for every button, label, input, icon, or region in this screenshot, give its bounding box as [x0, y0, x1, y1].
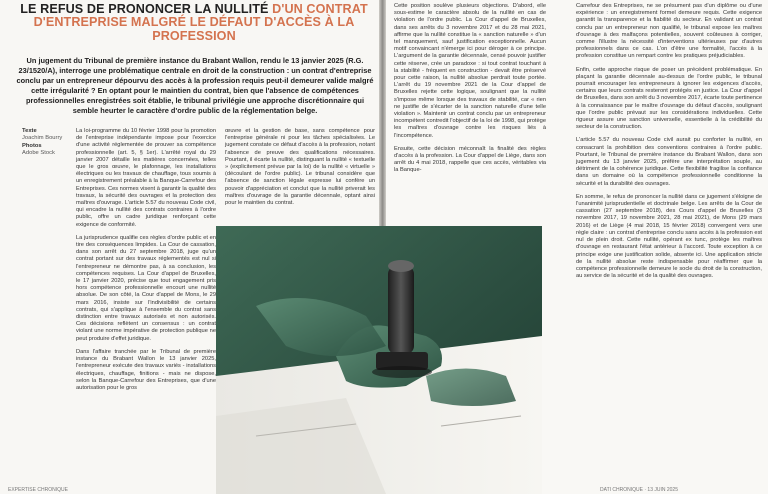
- title-line2-accent: D'ENTREPRISE MALGRÉ LE DÉFAUT D'ACCÈS À LA: [33, 15, 355, 30]
- paragraph: Dans l'affaire tranchée par le Tribunal de première instance du Brabant Wallon le 13 janvier 2025, l'entrepreneur exécute des travaux variés - installations électriques, chauffage, finitions - mais ne dispose, selon la Banque-Carrefour des Entreprises, que d'une autorisation pour le gros: [76, 348, 216, 391]
- credits: [22, 128, 68, 157]
- photo-credit-label: Photos: [22, 142, 42, 149]
- paragraph: La loi-programme du 10 février 1998 pour la promotion de l'entreprise indépendante impose pour l'exercice d'une activité réglementée de prouver sa compétence professionnelle (art. 5, § 1er). L'arrêté royal du 29 janvier 2007 détaille les matières concernées, telles que le gros œuvre, le plafonnage, les installations électriques ou les travaux de chauffage, tous soumis à un enregistrement préalable à la Banque-Carrefour des Entreprises. Ces normes visent à garantir la qualité des travaux, la sécurité des ouvrages et la protection des maîtres d'ouvrage. L'article 5.57 du nouveau Code civil, qui encadre la nullité des contrats contraires à l'ordre public, offre un cadre juridique renforçant cette exigence de conformité.: [76, 128, 216, 228]
- title-line1-accent: D'UN CONTRAT: [272, 2, 368, 16]
- photo-credit-source: Adobe Stock: [22, 149, 55, 156]
- article-title: [14, 3, 374, 43]
- title-line1-dark: LE REFUS DE PRONONCER LA NULLITÉ: [20, 2, 273, 16]
- paragraph: La jurisprudence qualifie ces règles d'ordre public et en tire des conséquences limpides. La Cour de cassation, dans son arrêt du 27 septembre 2018, juge qu'un contrat portant sur des travaux réglementés est nul si l'entrepreneur ne démontre pas, à sa conclusion, les compétences requises. La Cour d'appel de Bruxelles, le 17 janvier 2020, précise que tout engagement pris hors compétence professionnelle encourt une nullité absolue. De son côté, la Cour d'appel de Mons, le 29 mars 2016, insiste sur l'indivisibilité de certains contrats, qui s'applique à l'ensemble du contrat sans distinction entre travaux autorisés et non autorisés. Ces décisions reflètent un consensus : un contrat violant une norme impérative de protection publique ne peut produire d'effet juridique.: [76, 234, 216, 342]
- paragraph: Ensuite, cette décision méconnaît la finalité des règles d'accès à la profession. La Cour d'appel de Liège, dans son arrêt du 4 mai 2018, rappelle que ces accès, véritables via la Banque-: [394, 145, 546, 174]
- footer-right: DATI CHRONIQUE · 13 JUIN 2025: [600, 487, 678, 493]
- body-column-3: [394, 3, 546, 181]
- text-credit-author: Joachim Bourry: [22, 135, 63, 142]
- stamp-photo: [216, 226, 542, 494]
- stamp-photo-illustration: [216, 226, 542, 494]
- body-column-1: [76, 128, 216, 398]
- paragraph: L'article 5.57 du nouveau Code civil aurait pu conforter la nullité, en consacrant la prohibition des conventions contraires à l'ordre public. Pourtant, le Tribunal de première instance du Brabant Wallon, dans son jugement du 13 janvier 2025, préfère une interprétation souple, au détriment de la cohérence juridique. Cette flexibilité fragilise la confiance dans un domaine où la compétence professionnelle conditionne la sécurité et la durabilité des ouvrages.: [576, 137, 762, 187]
- article-lead: Un jugement du Tribunal de première instance du Brabant Wallon, rendu le 13 janvier 2025 (R.G. 23/1520/A), interroge une problématique centrale en droit de la construction : un contrat d'entreprise conclu par un entrepreneur dépourvu des accès à la profession requis peut-il demeurer valide malgré cette irrégularité ? En optant pour le maintien du contrat, bien que l'absence de compétences professionnelles enregistrées soit établie, le tribunal privilégie une approche discrétionnaire qui semble heurter le caractère d'ordre public de la réglementation belge.: [16, 56, 374, 115]
- paragraph: En somme, le refus de prononcer la nullité dans ce jugement s'éloigne de l'unanimité jurisprudentielle et doctrinale belge. Les arrêts de la Cour de cassation (27 septembre 2018), des Cours d'appel de Bruxelles (3 novembre 2017, 19 novembre 2021, 28 mai 2021), de Mons (29 mars 2016) et de Liège (4 mai 2018, 15 février 2018) convergent vers une règle claire : un contrat d'entreprise conclu sans accès à la profession est nul de plein droit. Cette nullité, opérant ex tunc, protège les maîtres d'ouvrage en restaurant l'état antérieur à l'accord. Toute exception à ce principe exige une justification solide, absente ici. Une application stricte de la nullité absolue reste indispensable pour réaffirmer que la compétence professionnelle demeure le socle du droit de la construction, au service de la sécurité et de la qualité des ouvrages.: [576, 193, 762, 280]
- body-column-2: [225, 128, 375, 213]
- paragraph: Carrefour des Entreprises, ne se présument pas d'un diplôme ou d'une expérience : un enregistrement formel demeure requis. Cette exigence garantit la transparence et la fiabilité du secteur. En validant un contrat conclu par un entrepreneur non qualifié, le tribunal expose les maîtres d'ouvrage à des malfaçons potentielles, souvent coûteuses à corriger, comme l'illustre la nécessité d'interventions ultérieuses par d'autres professionnels dans ce cas. L'on d'être une formalité, l'accès à la profession constitue un rempart contre les pratiques préjudiciables.: [576, 3, 762, 60]
- text-credit-label: Texte: [22, 128, 37, 134]
- paragraph: Enfin, cette approche risque de poser un précédent problématique. En plaçant la garantie décennale au-dessus de l'ordre public, le tribunal pourrait encourager les entrepreneurs à ignorer les exigences d'accès, certains que leurs contrats resteront protégés en justice. La Cour d'appel de Bruxelles, dans son arrêt du 3 novembre 2017, écarte toute pertinence à la connaissance par le maître d'ouvrage du défaut d'accès, soulignant que l'ordre public prévaut sur les considérations individuelles. Cette rigueur assure une sanction universelle, essentielle à la crédibilité du secteur de la construction.: [576, 66, 762, 131]
- paragraph: œuvre et la gestion de base, sans compétence pour l'entreprise générale ni pour les tâches spécialisées. Le jugement constate ce défaut d'accès à la profession, notant l'absence de preuve des qualifications nécessaires. Pourtant, il écarte la nullité, distinguant la nullité « textuelle » (explicitement prévue par la loi) de la nullité « virtuelle » (découlant de l'ordre public). Le tribunal considère que l'absence de sanction légale expresse lui confère un pouvoir d'appréciation et conclut que la nullité priverait les maîtres d'ouvrage de la garantie décennale, optant ainsi pour le maintien du contrat.: [225, 128, 375, 207]
- title-line3-accent: PROFESSION: [152, 28, 236, 43]
- body-column-4: [576, 3, 762, 286]
- footer-left: EXPERTISE CHRONIQUE: [8, 487, 68, 493]
- paragraph: Cette position soulève plusieurs objections. D'abord, elle sous-estime le caractère absolu de la nullité en cas de violation de l'ordre public. La Cour d'appel de Bruxelles, dans ses arrêts du 3 novembre 2017 et du 28 mai 2021, affirme que la nullité constitue la « sanction naturelle » d'un tel manquement, sauf justification exceptionnelle. Aucun motif convaincant n'émerge ici pour déroger à ce principe. L'argument de la garantie décennale, censé pouvoir justifier cette réserve, crée un paradoxe : si tout contrat touchant à la stabilité - fréquent en construction - devait être préservé pour cette raison, la nullité absolue perdrait toute portée. L'arrêt du 19 novembre 2021 de la Cour d'appel de Bruxelles rejette cette logique, soulignant que la nullité s'impose même lorsque des travaux de stabilité, car « rien ne justifie de s'écarter de la sanction naturelle d'une telle violation ». Maintenir un contrat conclu par un entrepreneur incompétent contredit l'objectif de la loi de 1998, qui protège les maîtres d'ouvrage contre les risques liés à l'incompétence.: [394, 3, 546, 139]
